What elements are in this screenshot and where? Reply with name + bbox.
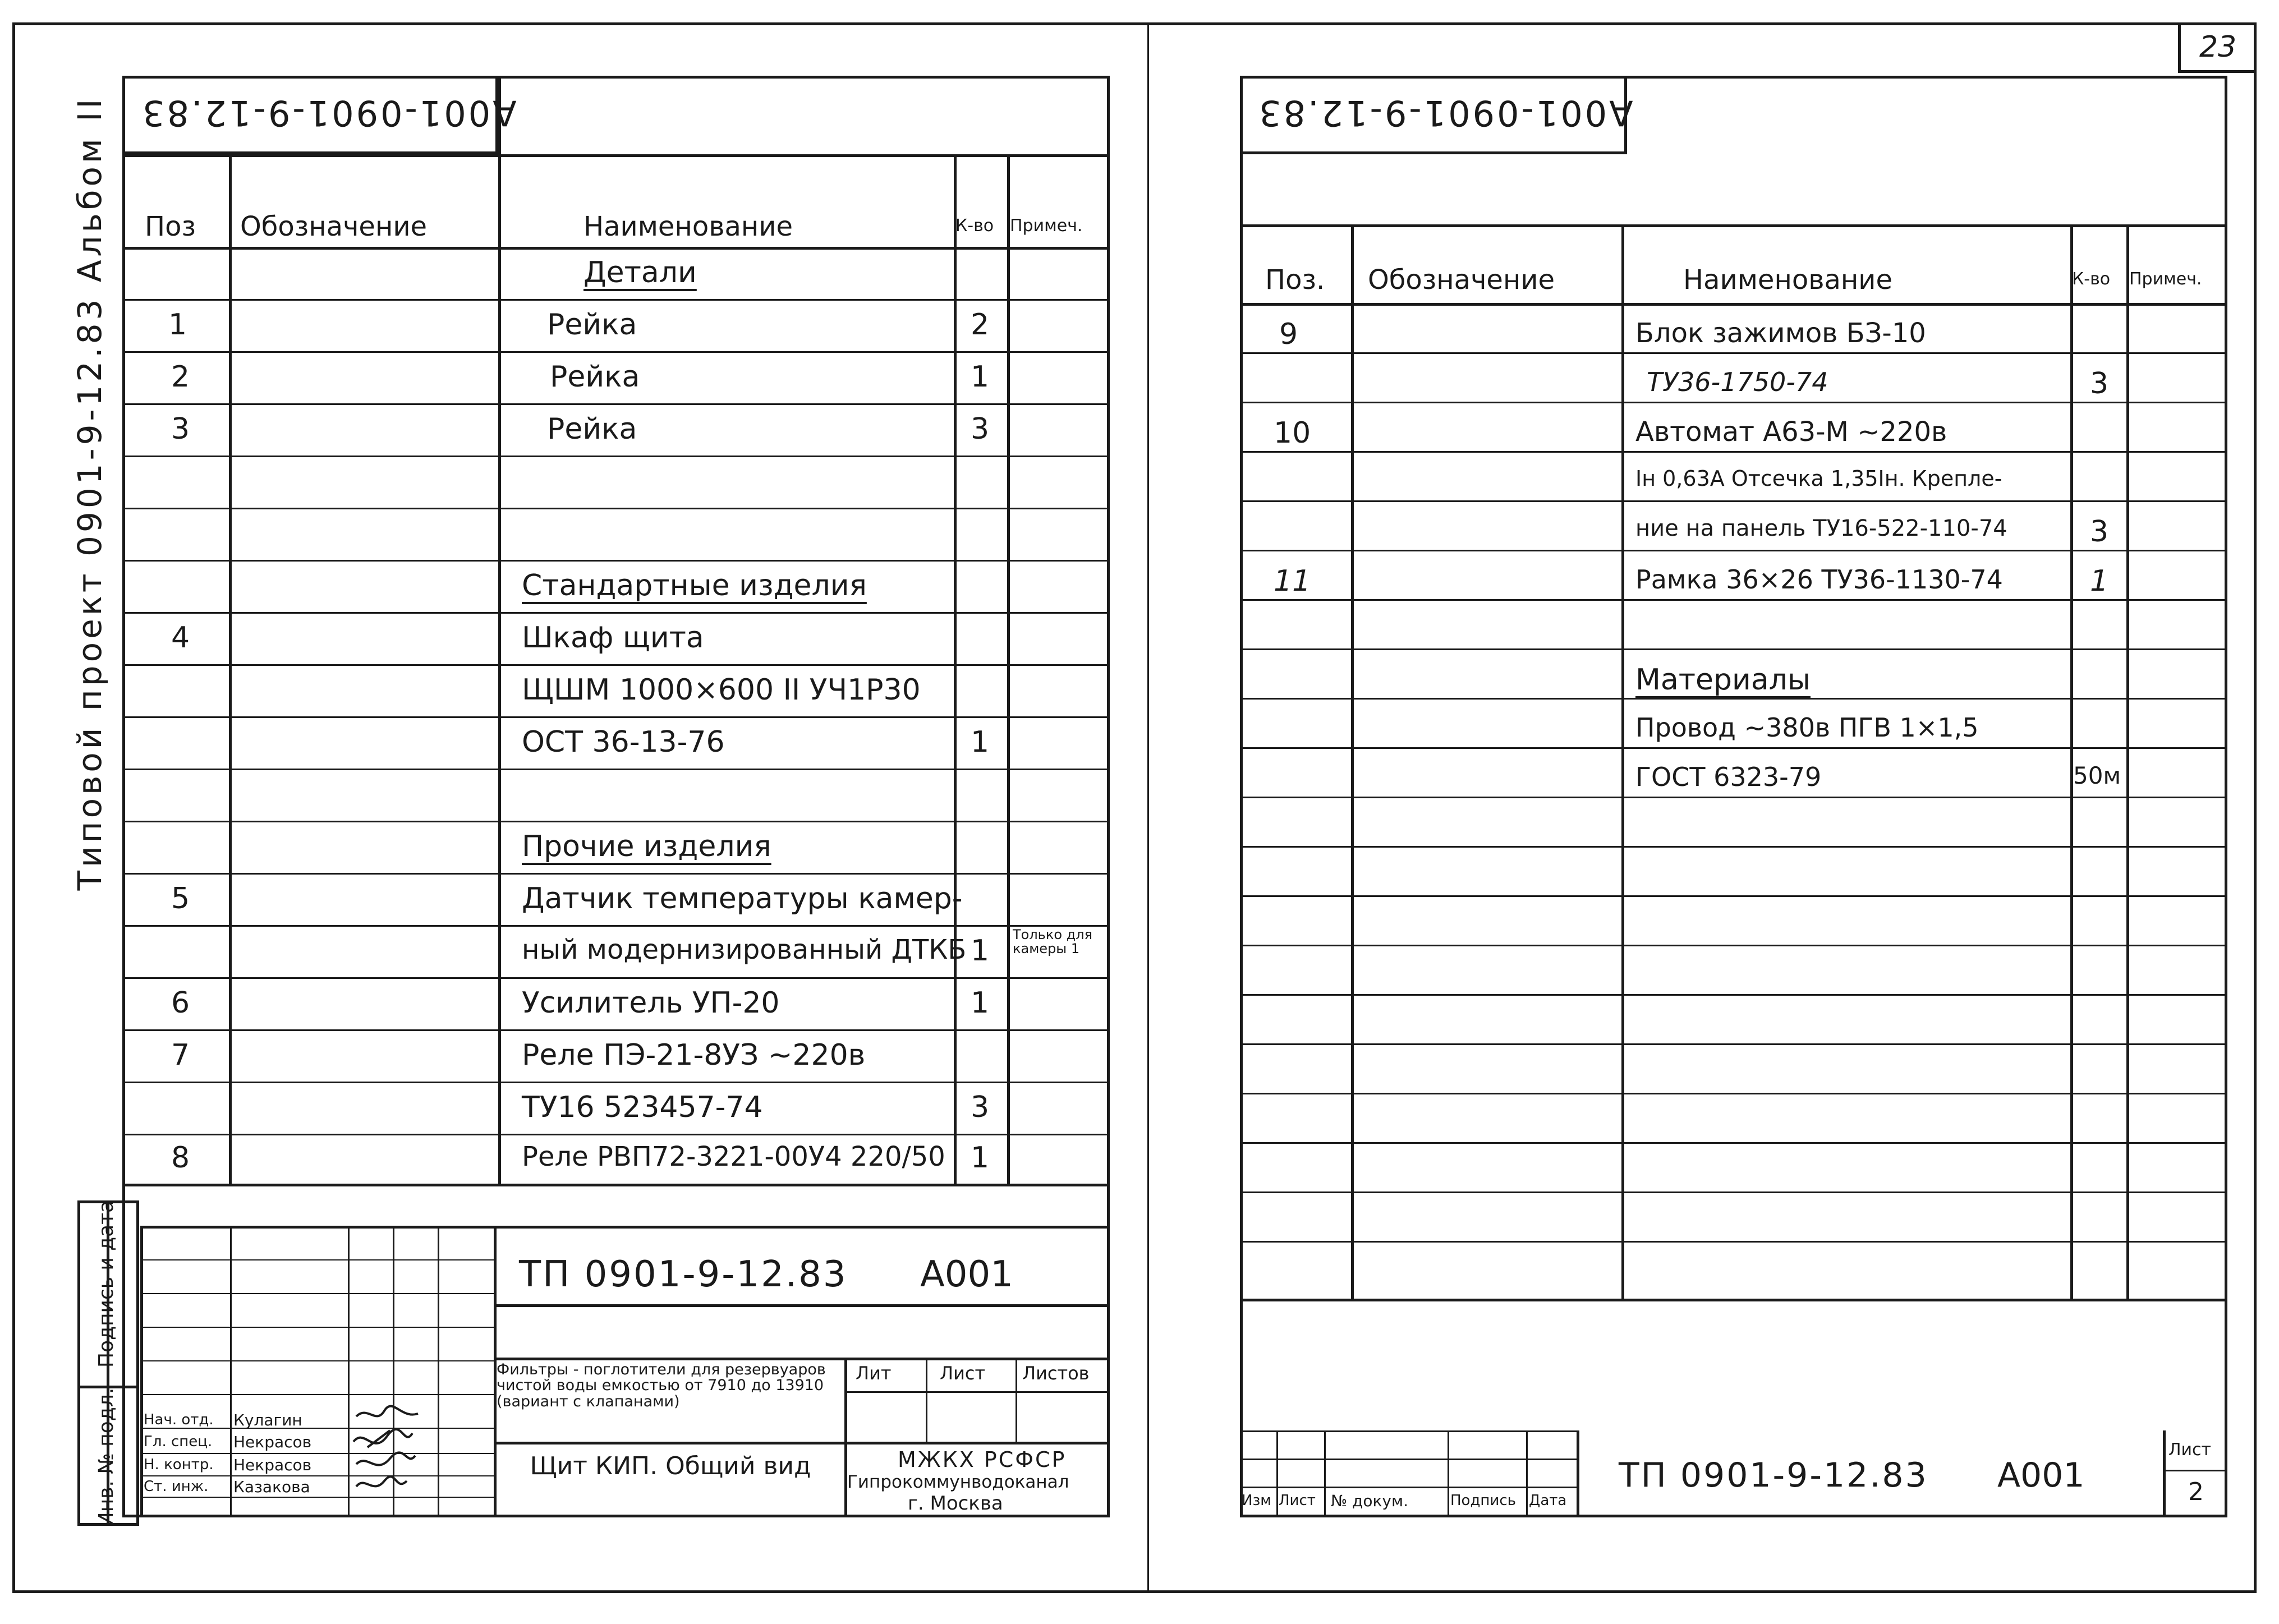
row-line — [122, 664, 1110, 666]
row-line — [1240, 599, 2227, 601]
row-line — [122, 716, 1110, 718]
row-line — [1240, 1142, 2227, 1144]
row-line — [1240, 1043, 2227, 1045]
row-line — [122, 612, 1110, 614]
staff-name: Некрасов — [233, 1456, 312, 1474]
right-sheet-code-title: А001 — [1997, 1456, 2085, 1495]
row-line — [122, 821, 1110, 822]
left-row-qty: 1 — [971, 986, 990, 1020]
right-header-top — [1240, 224, 2227, 227]
left-row-qty: 1 — [971, 725, 990, 759]
left-header-name: Наименование — [583, 211, 793, 242]
left-row-pos: 2 — [171, 360, 190, 394]
left-row-name: Усилитель УП-20 — [522, 986, 780, 1020]
tb-col — [348, 1226, 350, 1517]
left-header-note: Примеч. — [1010, 216, 1083, 236]
tb-col — [1016, 1358, 1017, 1442]
right-sheet-label: Лист — [2168, 1440, 2212, 1460]
row-line — [1240, 500, 2227, 502]
left-row-pos: 8 — [171, 1141, 190, 1175]
row-line — [1240, 1241, 2227, 1243]
staff-name: Некрасов — [233, 1433, 312, 1451]
right-row-pos: 11 — [1274, 564, 1311, 598]
row-line — [122, 560, 1110, 562]
right-header-bottom — [1240, 303, 2227, 306]
left-row-name: Реле РВП72-3221-00У4 220/50 — [522, 1141, 945, 1172]
tb-label-doc: № докум. — [1331, 1492, 1409, 1510]
row-line — [122, 977, 1110, 979]
left-header-top — [122, 154, 1110, 157]
left-row-qty: 3 — [971, 1091, 990, 1124]
tb-grid — [140, 1360, 494, 1361]
object-title: Фильтры - поглотители для резервуаров чистой воды емкостью от 7910 до 13910 (вариант с клапанами) — [497, 1361, 826, 1410]
signature-marks — [351, 1402, 435, 1515]
left-row-name: Детали — [583, 256, 697, 289]
tb-line — [494, 1358, 1110, 1360]
row-line — [1240, 846, 2227, 848]
right-col-line — [2126, 224, 2129, 1299]
left-row-name: Шкаф щита — [522, 621, 704, 655]
right-sheet-code: А001-0901-9-12.83 — [1257, 93, 1633, 134]
side-stamp-title: Типовой проект 0901-9-12.83 Альбом II — [71, 95, 109, 891]
right-header-name: Наименование — [1683, 264, 1893, 296]
left-header-qty: К-во — [955, 216, 994, 236]
row-line — [1240, 402, 2227, 403]
tb-grid — [140, 1453, 494, 1454]
row-line — [1240, 994, 2227, 996]
row-line — [1240, 895, 2227, 897]
tb-col — [1526, 1430, 1528, 1517]
row-line — [1240, 648, 2227, 650]
right-sheet-number: 2 — [2188, 1478, 2204, 1506]
tb-col — [844, 1358, 847, 1517]
left-row-pos: 7 — [171, 1038, 190, 1072]
right-col-line — [1351, 224, 1354, 1299]
left-doc-code: ТП 0901-9-12.83 — [519, 1254, 848, 1295]
staff-role: Ст. инж. — [144, 1478, 209, 1495]
col-sheets: Листов — [1022, 1363, 1090, 1384]
row-line — [122, 1082, 1110, 1083]
tb-line — [844, 1391, 1110, 1393]
staff-role: Гл. спец. — [144, 1433, 213, 1450]
left-row-qty: 1 — [971, 360, 990, 394]
tb-line — [494, 1304, 1110, 1307]
side-stamp-field-sign: Подпись и дата — [95, 1200, 118, 1368]
side-stamp-field-inv: Инв. № подл. — [95, 1387, 118, 1528]
left-row-qty: 1 — [971, 1141, 990, 1175]
staff-role: Нач. отд. — [144, 1411, 214, 1428]
right-row-qty: 3 — [2090, 515, 2109, 549]
row-line — [1240, 797, 2227, 798]
right-row-name: Автомат А63-М ~220в — [1635, 416, 1947, 448]
tb-grid — [140, 1394, 494, 1395]
right-row-qty: 50м — [2073, 762, 2121, 789]
tb-col — [1324, 1430, 1326, 1517]
tb-grid — [140, 1293, 494, 1294]
row-line — [122, 769, 1110, 770]
left-row-name: Датчик температуры камер- — [522, 882, 963, 915]
left-header-pos: Поз — [145, 211, 196, 242]
tb-grid — [140, 1259, 494, 1260]
left-row-name: Стандартные изделия — [522, 569, 867, 602]
staff-name: Казакова — [233, 1478, 310, 1496]
right-row-name: ТУ36-1750-74 — [1647, 367, 1828, 397]
right-row-name: Провод ~380в ПГВ 1×1,5 — [1635, 712, 1979, 743]
left-row-qty: 2 — [971, 308, 990, 342]
right-col-line — [1621, 224, 1624, 1299]
tb-col — [140, 1226, 143, 1517]
left-row-name: Рейка — [550, 360, 640, 394]
row-line — [122, 299, 1110, 301]
org-line1: МЖКХ РСФСР — [898, 1447, 1067, 1472]
left-row-qty: 1 — [971, 934, 990, 968]
row-line — [122, 1184, 1110, 1186]
left-row-pos: 4 — [171, 621, 190, 655]
row-line — [1240, 1299, 2227, 1301]
org-line3: г. Москва — [908, 1492, 1003, 1515]
left-row-name: Рейка — [547, 412, 637, 446]
row-line — [1240, 1093, 2227, 1094]
left-row-name: Прочие изделия — [522, 830, 771, 863]
right-row-pos: 9 — [1279, 318, 1298, 351]
row-line — [1240, 550, 2227, 551]
left-header-designation: Обозначение — [240, 211, 428, 242]
col-sheet: Лист — [940, 1363, 986, 1384]
right-header-pos: Поз. — [1265, 264, 1325, 296]
left-row-pos: 6 — [171, 986, 190, 1020]
row-line — [122, 508, 1110, 509]
col-lit: Лит — [856, 1363, 892, 1384]
right-row-name: Материалы — [1635, 663, 1811, 697]
left-sheet-code-title: А001 — [920, 1254, 1013, 1295]
row-line — [1240, 698, 2227, 700]
left-row-pos: 3 — [171, 412, 190, 446]
row-line — [1240, 747, 2227, 749]
row-line — [122, 925, 1110, 927]
row-line — [122, 1029, 1110, 1031]
left-row-name: ОСТ 36-13-76 — [522, 725, 725, 759]
tb-grid — [140, 1327, 494, 1328]
tb-label-izm: Изм — [1242, 1492, 1271, 1509]
left-header-bottom — [122, 247, 1110, 250]
left-row-pos: 1 — [168, 308, 187, 342]
left-sheet-frame — [122, 76, 1110, 1517]
row-line — [1240, 451, 2227, 453]
tb-col — [1577, 1430, 1579, 1517]
tb-label-list: Лист — [1279, 1492, 1316, 1509]
page-number: 23 — [2199, 30, 2237, 64]
drawing-title: Щит КИП. Общий вид — [530, 1452, 811, 1480]
staff-name: Кулагин — [233, 1411, 302, 1429]
row-line — [1240, 945, 2227, 946]
tb-col — [2163, 1430, 2166, 1517]
left-row-name: Реле ПЭ-21-8УЗ ~220в — [522, 1038, 866, 1072]
row-line — [122, 873, 1110, 875]
right-row-name: ние на панель ТУ16-522-110-74 — [1635, 516, 2007, 541]
right-doc-code: ТП 0901-9-12.83 — [1619, 1456, 1928, 1495]
tb-col — [230, 1226, 232, 1517]
left-row-note: Только для камеры 1 — [1013, 927, 1093, 957]
staff-role: Н. контр. — [144, 1456, 214, 1473]
left-col-line — [498, 76, 501, 1184]
left-row-name: ТУ16 523457-74 — [522, 1091, 763, 1124]
right-row-qty: 3 — [2090, 367, 2109, 401]
tb-col — [1448, 1430, 1449, 1517]
left-row-name: Рейка — [547, 308, 637, 342]
tb-col — [438, 1226, 439, 1517]
row-line — [122, 1134, 1110, 1135]
right-header-qty: К-во — [2072, 269, 2111, 289]
left-row-name: ный модернизированный ДТКБ — [522, 934, 967, 965]
tb-line — [494, 1442, 1110, 1444]
tb-line — [140, 1226, 1110, 1229]
right-row-qty: 1 — [2090, 564, 2109, 598]
left-row-pos: 5 — [171, 882, 190, 915]
right-row-name: ГОСТ 6323-79 — [1635, 762, 1822, 792]
left-row-qty: 3 — [971, 412, 990, 446]
tb-grid — [140, 1475, 494, 1476]
row-line — [1240, 352, 2227, 354]
tb-grid — [140, 1497, 494, 1498]
page-fold — [1147, 22, 1149, 1593]
right-header-note: Примеч. — [2129, 269, 2202, 289]
row-line — [1240, 1191, 2227, 1193]
row-line — [122, 456, 1110, 457]
row-line — [122, 351, 1110, 353]
tb-col — [1276, 1430, 1278, 1517]
row-line — [122, 403, 1110, 405]
right-header-designation: Обозначение — [1368, 264, 1555, 296]
left-sheet-code: А001-0901-9-12.83 — [140, 93, 517, 134]
tb-line — [2163, 1470, 2227, 1471]
right-row-pos: 10 — [1274, 416, 1311, 450]
tb-label-sign: Подпись — [1450, 1492, 1516, 1509]
right-row-name: Блок зажимов БЗ-10 — [1635, 318, 1926, 349]
right-row-name: Рамка 36×26 ТУ36-1130-74 — [1635, 564, 2003, 595]
org-line2: Гипрокоммунводоканал — [847, 1472, 1069, 1492]
left-row-name: ЩШМ 1000×600 II УЧ1Р30 — [522, 673, 921, 707]
right-row-name: Iн 0,63А Отсечка 1,35Iн. Крепле- — [1635, 466, 2002, 491]
tb-label-date: Дата — [1529, 1492, 1567, 1509]
tb-col — [926, 1358, 927, 1442]
